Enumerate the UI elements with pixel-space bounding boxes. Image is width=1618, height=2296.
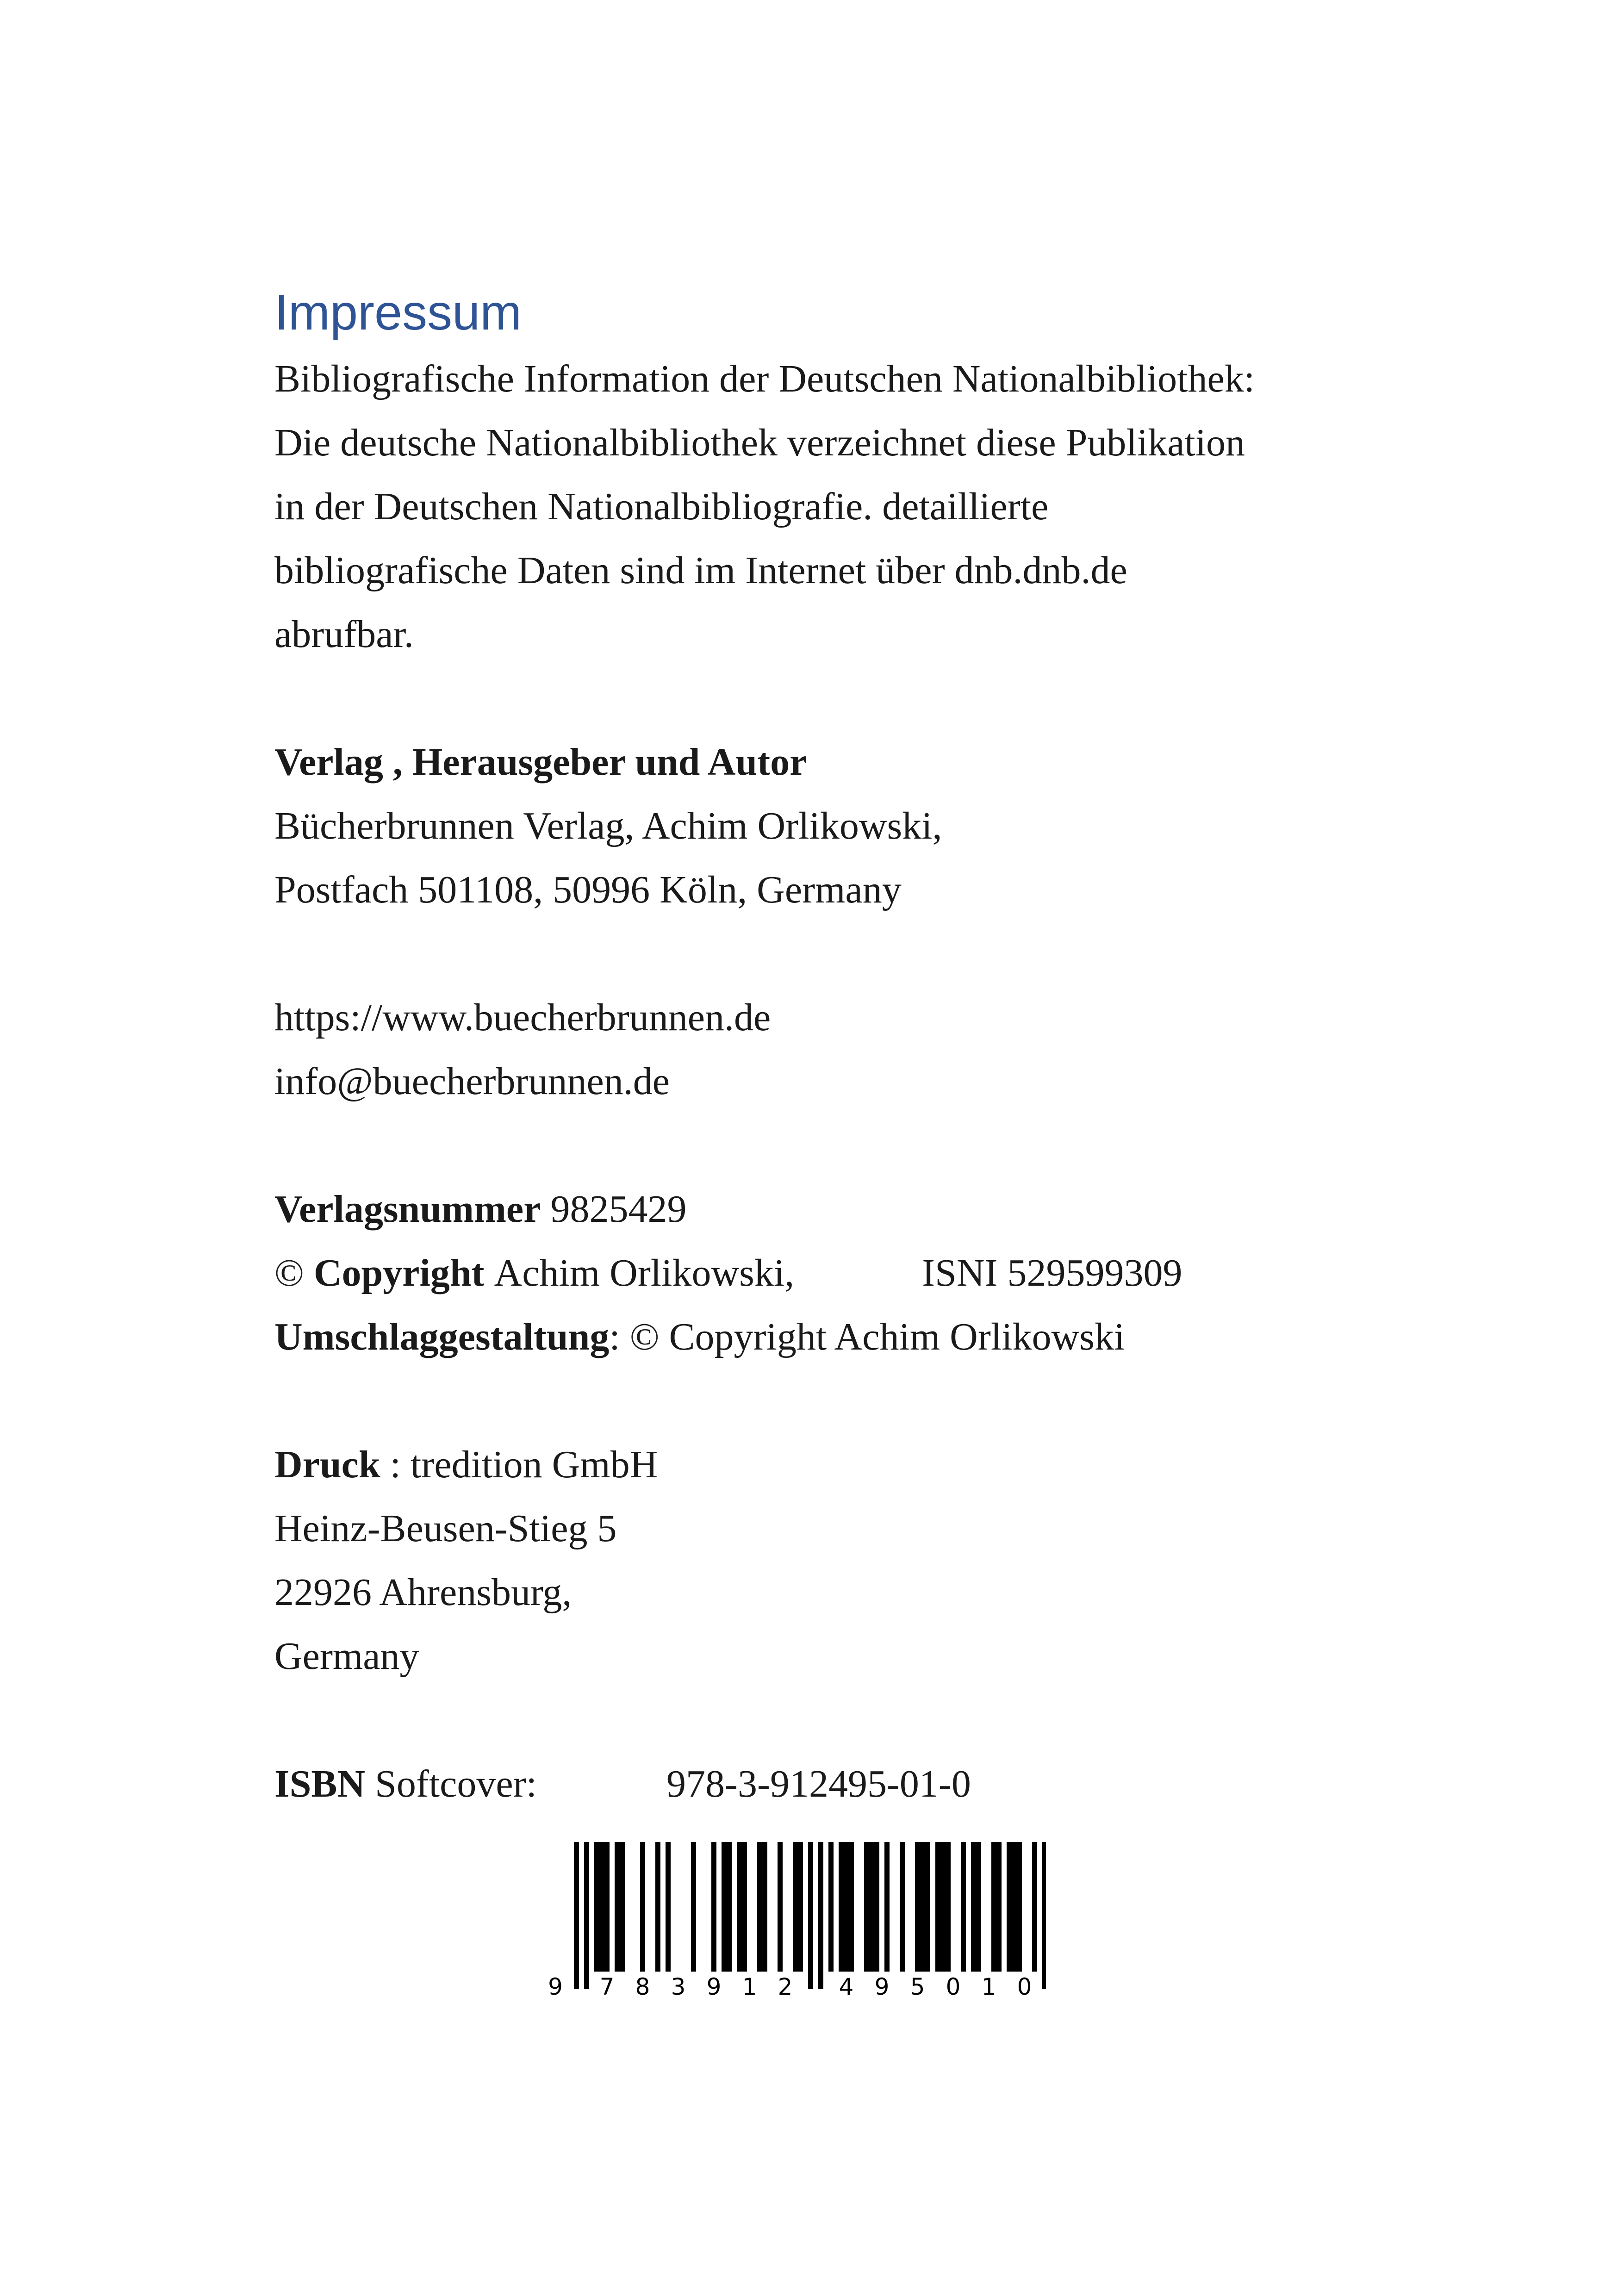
bib-info-line-5: abrufbar.	[274, 613, 414, 656]
spacer	[274, 666, 1385, 730]
barcode-bar	[727, 1842, 732, 1972]
barcode-digit: 9	[706, 1973, 722, 1999]
publisher-heading: Verlag , Herausgeber und Autor	[274, 740, 807, 784]
barcode-digit: 7	[599, 1973, 615, 1999]
barcode-bar	[584, 1842, 589, 1989]
barcode-bar	[574, 1842, 579, 1989]
barcode-bar	[778, 1842, 783, 1972]
spacer	[274, 922, 1385, 986]
barcode-digit: 0	[946, 1973, 961, 1999]
barcode-bar	[920, 1842, 925, 1972]
barcode-bar	[1007, 1842, 1012, 1972]
barcode-bar	[798, 1842, 803, 1972]
barcode-bar	[900, 1842, 905, 1972]
print-city: 22926 Ahrensburg,	[274, 1571, 572, 1614]
barcode-digit: 9	[548, 1973, 563, 1999]
impressum-page	[274, 278, 1385, 1816]
print-line	[274, 1433, 1385, 1497]
barcode-bar	[1012, 1842, 1017, 1972]
barcode-bar	[946, 1842, 951, 1972]
barcode-bar	[615, 1842, 620, 1972]
barcode-bar	[849, 1842, 854, 1972]
barcode-bar	[666, 1842, 671, 1972]
barcode-bar	[1042, 1842, 1046, 1989]
cover-design-label: Umschlaggestaltung	[274, 1315, 610, 1358]
barcode-bar	[869, 1842, 874, 1972]
barcode-bar	[655, 1842, 660, 1972]
barcode-bar	[844, 1842, 849, 1972]
barcode-bar	[793, 1842, 798, 1972]
spacer	[274, 1369, 1385, 1433]
verlagsnummer-value: 9825429	[550, 1188, 687, 1231]
bib-info-line-3: in der Deutschen Nationalbibliografie. detaillierte	[274, 485, 1049, 528]
barcode-bar	[620, 1842, 625, 1972]
barcode-digit: 8	[635, 1973, 650, 1999]
copyright-symbol: ©	[274, 1251, 304, 1294]
print-value: : tredition GmbH	[380, 1443, 658, 1486]
cover-design-value: : © Copyright Achim Orlikowski	[609, 1315, 1125, 1358]
barcode-bar	[925, 1842, 930, 1972]
barcode-bar	[884, 1842, 890, 1972]
bib-info-line-2: Die deutsche Nationalbibliothek verzeichnet diese Publikation	[274, 421, 1245, 464]
barcode-bar	[599, 1842, 604, 1972]
email-link[interactable]: info@buecherbrunnen.de	[274, 1060, 670, 1103]
website-link[interactable]: https://www.buecherbrunnen.de	[274, 996, 771, 1039]
barcode-bar	[1032, 1842, 1037, 1972]
barcode-bar	[711, 1842, 716, 1972]
print-street: Heinz-Beusen-Stieg 5	[274, 1507, 617, 1550]
barcode-bar	[640, 1842, 645, 1972]
cover-design-line	[274, 1305, 1385, 1369]
barcode-bar	[762, 1842, 767, 1972]
barcode-digit: 5	[910, 1973, 925, 1999]
barcode-bar	[808, 1842, 813, 1989]
spacer	[274, 1114, 1385, 1177]
barcode-bar	[604, 1842, 610, 1972]
barcode-bar	[961, 1842, 966, 1972]
verlagsnummer-line	[274, 1177, 1385, 1241]
barcode-digit: 1	[981, 1973, 996, 1999]
copyright-label: Copyright	[313, 1251, 485, 1294]
barcode-bar	[976, 1842, 981, 1972]
isbn-label: ISBN	[274, 1762, 366, 1805]
bib-info-line-1: Bibliografische Information der Deutschen Nationalbibliothek:	[274, 357, 1255, 400]
publisher-line-1: Bücherbrunnen Verlag, Achim Orlikowski,	[274, 804, 942, 847]
copyright-holder: Achim Orlikowski,	[494, 1251, 795, 1294]
barcode-bar	[940, 1842, 946, 1972]
barcode-bar	[818, 1842, 823, 1989]
print-label: Druck	[274, 1443, 380, 1486]
barcode-bar	[864, 1842, 869, 1972]
barcode-bar	[839, 1842, 844, 1972]
barcode-bar	[828, 1842, 834, 1972]
barcode-bar	[737, 1842, 742, 1972]
barcode-digit: 4	[839, 1973, 854, 1999]
barcode-bar	[915, 1842, 920, 1972]
page-title: Impressum	[274, 284, 522, 340]
barcode-digit: 3	[671, 1973, 686, 1999]
barcode-bar	[971, 1842, 976, 1972]
barcode-digit: 2	[778, 1973, 793, 1999]
barcode-bar	[996, 1842, 1002, 1972]
publisher-line-2: Postfach 501108, 50996 Köln, Germany	[274, 868, 902, 911]
barcode-bar	[594, 1842, 599, 1972]
barcode-bar	[1017, 1842, 1022, 1972]
barcode-bar	[742, 1842, 747, 1972]
isbn-barcode	[541, 1842, 1046, 1999]
barcode-bar	[757, 1842, 762, 1972]
barcode-bar	[691, 1842, 696, 1972]
barcode-bar	[935, 1842, 940, 1972]
barcode-bar	[874, 1842, 879, 1972]
verlagsnummer-label: Verlagsnummer	[274, 1188, 541, 1231]
spacer	[274, 1688, 1385, 1752]
isbn-type: Softcover:	[375, 1762, 537, 1805]
barcode-bar	[991, 1842, 996, 1972]
isni-value: ISNI 529599309	[922, 1251, 1182, 1294]
barcode-digit: 1	[742, 1973, 757, 1999]
isbn-value: 978-3-912495-01-0	[666, 1762, 971, 1805]
isbn-line	[274, 1752, 1385, 1816]
bib-info-line-4: bibliografische Daten sind im Internet über dnb.dnb.de	[274, 549, 1127, 592]
copyright-line	[274, 1241, 1385, 1305]
barcode-digit: 0	[1017, 1973, 1032, 1999]
barcode-bar	[722, 1842, 727, 1972]
print-country: Germany	[274, 1635, 419, 1678]
barcode-digit: 9	[874, 1973, 890, 1999]
